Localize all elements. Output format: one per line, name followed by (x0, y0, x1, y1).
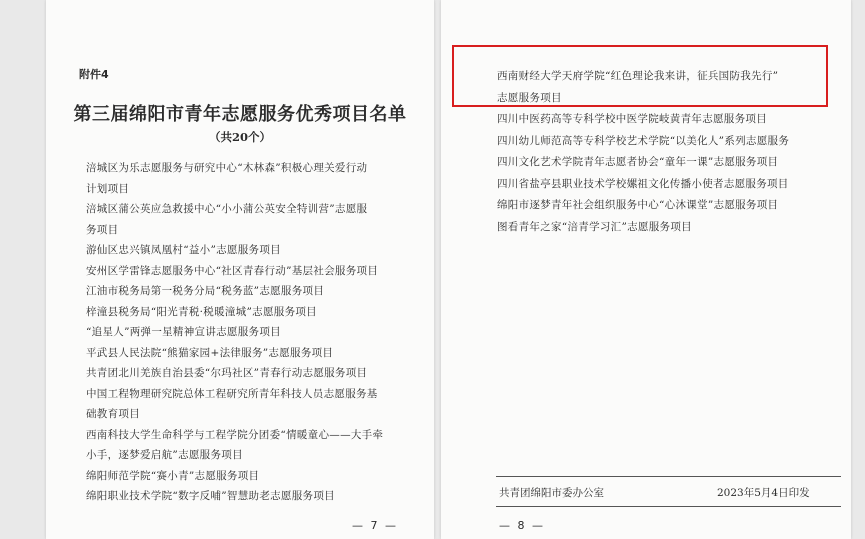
list-item: 绵阳市逐梦青年社会组织服务中心“心沐课堂”志愿服务项目 (497, 199, 779, 211)
list-item: 游仙区忠兴镇凤凰村“益小”志愿服务项目 (86, 244, 281, 256)
list-item: 务项目 (86, 223, 119, 236)
list-item: 绵阳师范学院“赛小青”志愿服务项目 (86, 469, 260, 482)
list-item: 绵阳职业技术学院“数字反哺”智慧助老志愿服务项目 (86, 490, 335, 502)
list-item: 中国工程物理研究院总体工程研究所青年科技人员志愿服务基 (86, 387, 378, 400)
issue-date: 2023年5月4日印发 (717, 487, 810, 499)
list-item: 西南财经大学天府学院“红色理论我来讲，征兵国防我先行” (497, 70, 779, 82)
list-item: 梓潼县税务局“阳光青税·税暖潼城”志愿服务项目 (86, 305, 317, 318)
list-item: 图看青年之家“涪青学习汇”志愿服务项目 (497, 220, 692, 233)
list-item: 计划项目 (86, 182, 130, 195)
red-highlight-box (452, 45, 828, 107)
footer-divider-bottom (496, 506, 841, 507)
list-item: 平武县人民法院“熊猫家园+法律服务”志愿服务项目 (86, 346, 334, 359)
list-item: 四川中医药高等专科学校中医学院岐黄青年志愿服务项目 (497, 113, 767, 125)
list-item: 小手，逐梦爱启航”志愿服务项目 (86, 449, 243, 461)
list-item: 四川省盐亭县职业技术学校嫘祖文化传播小使者志愿服务项目 (497, 177, 789, 190)
list-item: 四川幼儿师范高等专科学校艺术学院“以美化人”系列志愿服务 (497, 134, 790, 147)
list-item: 础教育项目 (86, 408, 140, 420)
document-subtitle: （共20个） (208, 130, 271, 144)
list-item: 西南科技大学生命科学与工程学院分团委“情暖童心——大手牵 (86, 428, 384, 441)
list-item: 涪城区为乐志愿服务与研究中心“木林森”积极心理关爱行动 (86, 162, 368, 174)
list-item: “追星人”两弹一星精神宣讲志愿服务项目 (86, 326, 281, 338)
document-page-left (46, 0, 434, 539)
page-number-right: — 8 — (499, 519, 545, 532)
document-title: 第三届绵阳市青年志愿服务优秀项目名单 (73, 104, 407, 125)
list-item: 涪城区蒲公英应急救援中心“小小蒲公英安全特训营”志愿服 (86, 203, 368, 215)
attachment-label: 附件4 (79, 68, 109, 81)
list-item: 安州区学雷锋志愿服务中心“社区青春行动”基层社会服务项目 (86, 264, 379, 277)
list-item: 共青团北川羌族自治县委“尔玛社区”青春行动志愿服务项目 (86, 367, 368, 379)
list-item: 四川文化艺术学院青年志愿者协会“童年一课”志愿服务项目 (497, 156, 779, 168)
list-item: 江油市税务局第一税务分局“税务蓝”志愿服务项目 (86, 285, 325, 297)
page-number-left: — 7 — (352, 519, 398, 532)
list-item: 志愿服务项目 (497, 91, 562, 104)
project-list-left (86, 158, 416, 507)
footer-divider-top (496, 476, 841, 477)
issuing-office: 共青团绵阳市委办公室 (499, 487, 604, 499)
